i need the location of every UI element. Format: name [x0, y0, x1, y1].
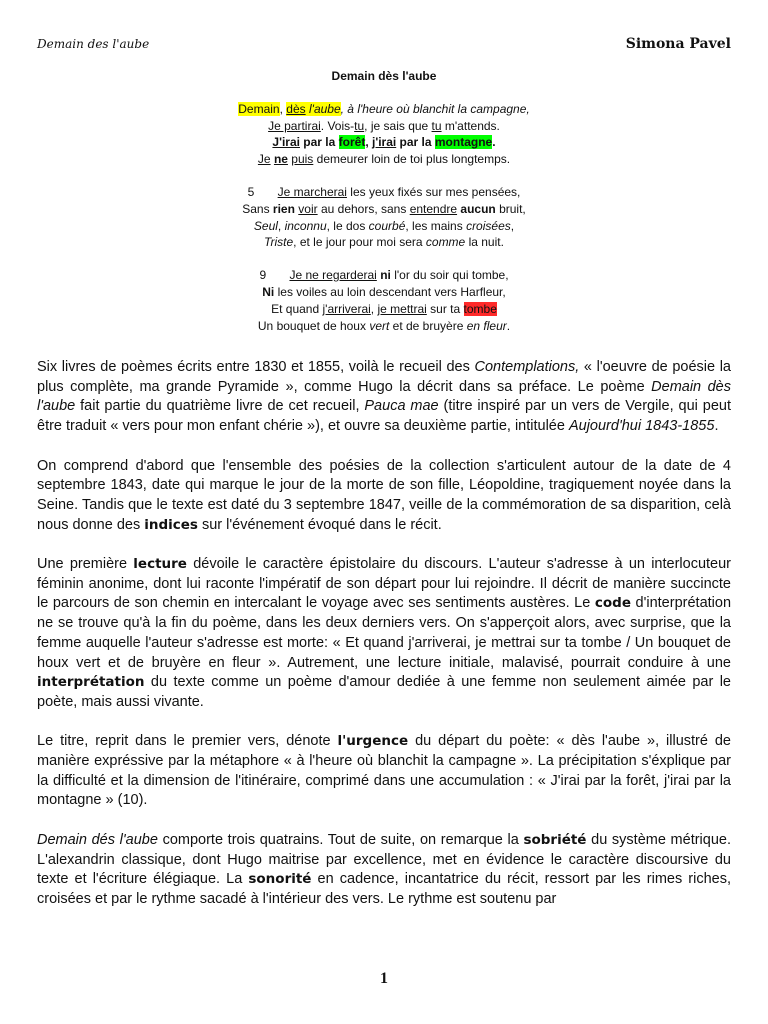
- keyword: indices: [144, 516, 198, 533]
- paragraph-2: On comprend d'abord que l'ensemble des poésies de la collection s'articulent autour de la date de 4 septembre 1843, date qui marque le jour de la morte de son fille, Léopoldine, tragiquement noyée dans la Seine. Tandis que le texte est daté du 3 septembre 1847, veille de la commémoration de sa disparition, celà nous donne des indices sur l'événement évoqué dans le récit.: [37, 457, 731, 533]
- poem-line-2: Je partirai. Vois-tu, je sais que tu m'attends.: [268, 118, 500, 133]
- paragraph-4: Le titre, reprit dans le premier vers, dénote l'urgence du départ du poète: « dès l'aube », illustré de manière expréssive par la métaphore « à l'heure où blanchit la campagne ». La précipitation s'éxplique par la difficulté et la dimension de l'itinéraire, comprimé dans une accumulation : « J'irai par la forêt, j'irai par la montagne » (10).: [37, 733, 732, 809]
- keyword: code: [594, 595, 631, 612]
- poem-line-1: Demain, dès l'aube, à l'heure où blanchit la campagne,: [238, 101, 530, 116]
- highlight-word: montagne: [434, 135, 493, 150]
- paragraph-5: Demain dés l'aube comporte trois quatrains. Tout de suite, on remarque la sobriété du système métrique. L'alexandrin classique, dont Hugo maitrise par excellence, met en évidence le caractère discoursive du texte et l'écriture élégiaque. La sonorité en cadence, incantatrice du récit, ressort par les rimes riches, croisées et par le rythme sacadé à l'intérieur des vers. Le rythme est soutenu par: [37, 831, 732, 907]
- paragraph-3: Une première lecture dévoile le caractère épistolaire du discours. L'auteur s'adresse à un interlocuteur féminin anonime, dont lui raconte l'impératif de son départ pour lui rejoindre. Il décrit de manière succincte le parcours de son chemin en intercalant le voyage avec ses sentiments austères. Le code d'interprétation ne se trouve qu'à la fin du poème, dans les deux derniers vers. On s'apperçoit alors, avec surprise, que la femme auquelle l'auteur s'adresse est morte: « Et quand j'arriverai, je mettrai sur ta tombe / Un bouquet de houx vert et de bruyère en fleur ». Autrement, une lecture initiale, malavisé, pourrait conduire à une interprétation du texte comme un poème d'amour dediée à une femme non seulement aimée par le poète, mais aussi vivante.: [37, 556, 732, 710]
- highlight-word: tombe: [463, 301, 497, 316]
- highlight-word: dès: [286, 101, 306, 116]
- poem-stanza-2: [0, 184, 768, 251]
- poem-stanza-3: [0, 267, 768, 334]
- keyword: interprétation: [37, 674, 145, 691]
- poem-line-10: Ni les voiles au loin descendant vers Harfleur,: [262, 284, 506, 299]
- commentary-body: [37, 358, 731, 929]
- highlight-word: forêt: [338, 135, 366, 150]
- keyword: sobriété: [523, 831, 587, 848]
- verse-number: 5: [247, 184, 255, 199]
- poem-line-9: 9 Je ne regarderai ni l'or du soir qui tombe,: [259, 268, 509, 283]
- poem-line-5: 5 Je marcherai les yeux fixés sur mes pensées,: [247, 184, 521, 199]
- keyword: sonorité: [248, 871, 312, 888]
- highlight-word: l'aube: [308, 101, 341, 116]
- poem-line-3: J'irai par la forêt, j'irai par la montagne.: [272, 135, 496, 150]
- verse-number: 9: [259, 268, 267, 283]
- highlight-word: Demain: [238, 101, 280, 116]
- poem-line-11: Et quand j'arriverai, je mettrai sur ta tombe: [271, 301, 497, 316]
- poem-line-12: Un bouquet de houx vert et de bruyère en fleur.: [257, 318, 511, 333]
- running-header-author: Simona Pavel: [625, 36, 731, 52]
- poem-line-7: Seul, inconnu, le dos courbé, les mains croisées,: [253, 218, 515, 233]
- poem-stanza-1: [0, 101, 768, 168]
- keyword: lecture: [133, 556, 187, 572]
- poem-title: Demain dès l'aube: [331, 69, 437, 83]
- page-number: 1: [380, 970, 388, 987]
- keyword: l'urgence: [337, 733, 409, 750]
- poem-line-4: Je ne puis demeurer loin de toi plus longtemps.: [257, 152, 511, 167]
- poem-line-8: Triste, et le jour pour moi sera comme la nuit.: [264, 235, 504, 250]
- poem-line-6: Sans rien voir au dehors, sans entendre aucun bruit,: [242, 201, 526, 216]
- running-header-title: Demain des l'aube: [37, 37, 150, 51]
- paragraph-1: Six livres de poèmes écrits entre 1830 et 1855, voilà le recueil des Contemplations, « l'oeuvre de poésie la plus complète, ma grande Pyramide », comme Hugo la décrit dans sa préface. Le poème Demain dès l'aube fait partie du quatrième livre de cet recueil, Pauca mae (titre inspiré par un vers de Vergile, qui peut être traduit « vers pour mon enfant chérie »), et ouvre sa deuxième partie, intitulée Aujourd'hui 1843-1855.: [37, 359, 731, 435]
- poem-block: [0, 68, 768, 350]
